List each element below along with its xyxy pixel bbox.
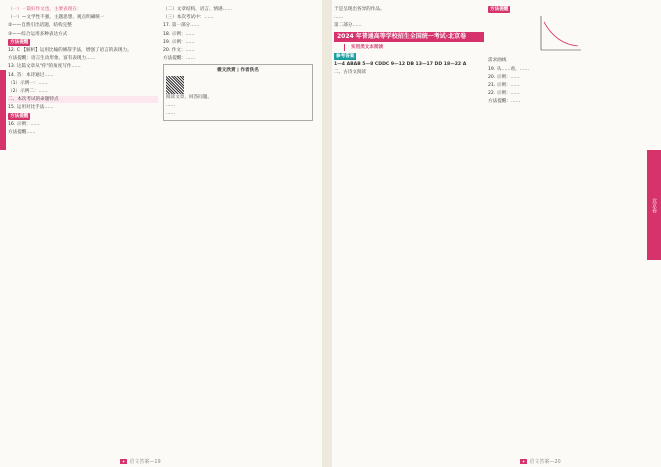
line: （1）示例一：…… — [8, 80, 48, 86]
highlight-line: 二、本次考试的命题特点 — [8, 96, 158, 103]
tag-row — [8, 113, 158, 120]
line: 12. C 【解析】运用比喻的修辞手法，增强了语言的表现力。 — [8, 48, 132, 54]
mindmap-title: 实用类文本阅读 — [351, 44, 384, 50]
line: 于是呈现出各异的作品。 — [334, 7, 385, 12]
brand-logo-icon: ✦ — [122, 459, 126, 464]
line: 13. 这篇文章从"你"的角度写作…… — [8, 64, 81, 70]
exam-title: 2024 年普通高等学校招生全国统一考试·北京卷 — [334, 32, 484, 42]
line: 15. 运用对比手法…… — [8, 105, 54, 111]
line: 20. 示例：…… — [488, 74, 520, 80]
method-tag: 方法提醒 — [10, 113, 29, 119]
line: 方法提醒：语言生动形象，富有表现力…… — [8, 56, 96, 62]
method-tag: 方法提醒 — [490, 7, 509, 12]
column-1 — [8, 6, 158, 449]
column-2 — [163, 6, 313, 449]
line: 第二部分…… — [334, 23, 362, 29]
mind-map — [344, 44, 484, 51]
line: （一）—文学性不强，主题思想、观点明确统一 — [8, 15, 105, 21]
footer-left-text: 语文答案—19 — [129, 459, 161, 465]
line: …… — [334, 15, 344, 21]
line: 19. 从……看，…… — [488, 66, 529, 72]
qr-code-icon — [166, 76, 184, 94]
line: 16. 示例：…… — [8, 121, 40, 127]
section-title: 二、古诗文阅读 — [334, 70, 367, 76]
chapter-side-tab: 北京卷 — [647, 150, 661, 260]
line: 方法提醒…… — [8, 130, 36, 136]
column-3 — [334, 6, 484, 449]
line: 20. 作文：…… — [163, 48, 195, 54]
line: 14. 答：本诗通过…… — [8, 72, 54, 78]
line: （二）文章结构、语言、情感…… — [163, 7, 232, 12]
column-4 — [488, 6, 638, 449]
line: 21. 示例：…… — [488, 83, 520, 89]
chart-caption: 需求曲线 — [488, 58, 507, 64]
essay-line: …… — [166, 102, 176, 108]
footer-right-text: 语文答案—20 — [529, 459, 561, 465]
answer-key: 1—4 ABAB 5—8 CDDC 9—12 DB 13—17 DD 18—22 A — [334, 62, 467, 68]
answer-tag: 参考答案 — [336, 53, 355, 59]
tag-row — [8, 39, 158, 46]
method-tag: 方法提醒 — [10, 39, 29, 45]
left-color-strip — [0, 70, 6, 150]
footer-left — [120, 458, 161, 465]
curve — [544, 22, 578, 46]
line: （一）一篇好作文也，主要表现在： — [8, 7, 82, 12]
essay-line: …… — [166, 111, 176, 117]
essay-line: 阅读文章，回答问题。 — [166, 94, 212, 100]
line: 方法提醒：…… — [163, 56, 196, 62]
brand-logo-icon: ✦ — [522, 459, 526, 464]
line: 17. 第一部分…… — [163, 23, 200, 29]
tag-row — [334, 53, 484, 60]
line: 18. 示例：…… — [163, 31, 195, 37]
line: 22. 示例：…… — [488, 91, 520, 97]
line: 19. 示例：…… — [163, 39, 195, 45]
essay-title: 微文欣赏 | 作者佚名 — [217, 68, 259, 74]
line: （2）示例二：…… — [8, 89, 48, 95]
line: （三）本次考试中：…… — [163, 15, 214, 21]
line: 方法提醒：…… — [488, 99, 521, 105]
center-gutter — [322, 0, 332, 467]
footer-right — [520, 458, 561, 465]
line: ③——综合运用多种表达方式 — [8, 31, 68, 37]
tag-row — [488, 6, 638, 13]
demand-curve-chart — [538, 14, 583, 54]
essay-box — [163, 64, 313, 121]
line: ②——自然引出话题，结构完整 — [8, 23, 72, 29]
